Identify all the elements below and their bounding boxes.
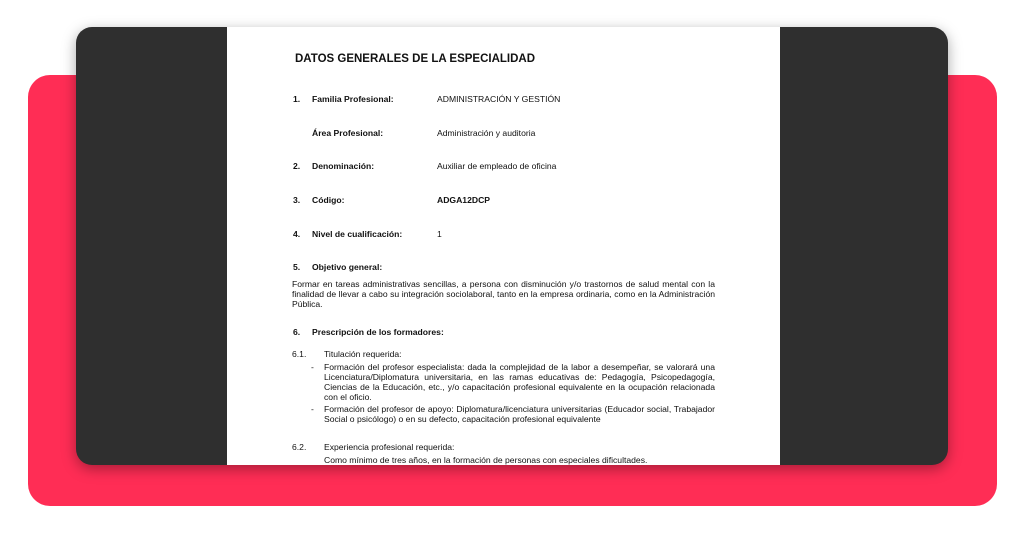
field-number: 4. [293,229,301,239]
field-value: ADMINISTRACIÓN Y GESTIÓN [437,94,561,104]
field-label: Nivel de cualificación: [312,229,403,239]
field-label: Área Profesional: [312,128,384,138]
section-number: 5. [293,262,301,272]
bullet-marker: - [311,404,314,414]
objective-paragraph: Formar en tareas administrativas sencillas, a persona con disminución y/o trastornos de salud mental con la finalidad de llevar a cabo su integración sociolaboral, tanto en la empresa ordinaria, como en la Administración Pública. [292,279,715,309]
experience-text: Como mínimo de tres años, en la formación de personas con especiales dificultades. [324,455,648,465]
field-label: Familia Profesional: [312,94,394,104]
section-number: 6. [293,327,301,337]
subsection-number: 6.2. [292,442,307,452]
section-heading: Objetivo general: [312,262,383,272]
subsection-heading: Titulación requerida: [324,349,402,359]
field-value: Administración y auditoria [437,128,536,138]
field-value: Auxiliar de empleado de oficina [437,161,557,171]
document-title: DATOS GENERALES DE LA ESPECIALIDAD [295,53,536,65]
document-page [227,27,780,465]
field-label: Código: [312,195,345,205]
subsection-heading: Experiencia profesional requerida: [324,442,455,452]
section-heading: Prescripción de los formadores: [312,327,444,337]
field-value: ADGA12DCP [437,195,491,205]
field-label: Denominación: [312,161,375,171]
field-value: 1 [437,229,442,239]
field-number: 3. [293,195,301,205]
bullet-marker: - [311,362,314,372]
field-number: 2. [293,161,301,171]
document-viewer-frame [76,27,948,465]
subsection-number: 6.1. [292,349,307,359]
bullet-text: Formación del profesor de apoyo: Diplomatura/licenciatura universitarias (Educador social, Trabajador Social o psicólogo) o en su defecto, capacitación profesional equivalente [324,404,715,424]
field-number: 1. [293,94,301,104]
bullet-text: Formación del profesor especialista: dada la complejidad de la labor a desempeñar, se valorará una Licenciatura/Diplomatura universitaria, en las ramas educativas de: Pedagogía, Psicopedagogía, Ciencias de la Educación, etc., y/o capacitación profesional equivalente en la ocupación relacionada con el oficio. [324,362,715,402]
